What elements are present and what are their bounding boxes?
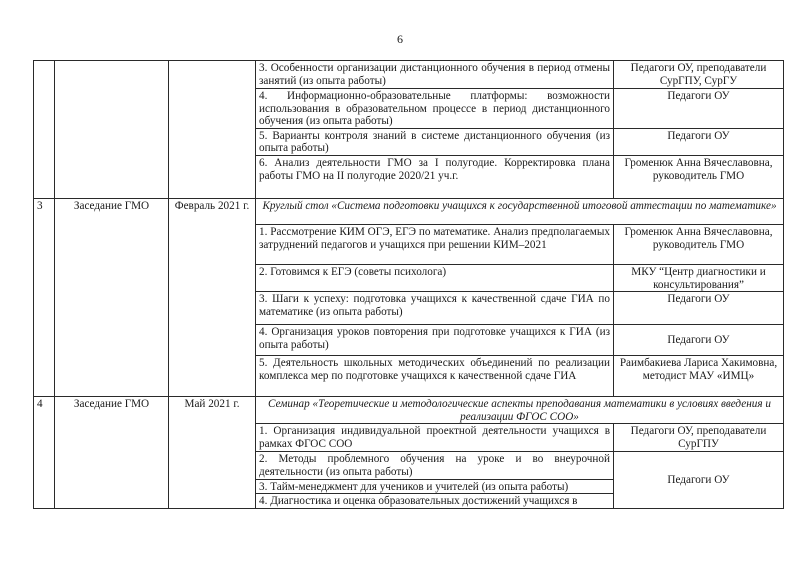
event-plan-table bbox=[33, 60, 784, 509]
responsible-cell: Педагоги ОУ, преподаватели СурГПУ, СурГУ bbox=[614, 61, 784, 89]
row-number-cell: 3 bbox=[34, 198, 55, 396]
responsible-cell: Педагоги ОУ bbox=[614, 89, 784, 129]
agenda-item: 3. Тайм-менеджмент для учеников и учителей (из опыта работы) bbox=[256, 479, 614, 494]
responsible-cell: Раимбакиева Лариса Хакимовна, методист МАУ «ИМЦ» bbox=[614, 356, 784, 397]
event-type-cell: Заседание ГМО bbox=[55, 397, 169, 509]
table-row bbox=[34, 61, 784, 89]
responsible-cell: Педагоги ОУ bbox=[614, 325, 784, 356]
responsible-cell: Педагоги ОУ bbox=[614, 452, 784, 508]
agenda-item: 5. Деятельность школьных методических объединений по реализации комплекса мер по подготовке учащихся к качественной сдаче ГИА bbox=[256, 356, 614, 397]
agenda-item: 2. Методы проблемного обучения на уроке и во внеурочной деятельности (из опыта работы) bbox=[256, 452, 614, 479]
agenda-item: 3. Шаги к успеху: подготовка учащихся к качественной сдаче ГИА по математике (из опыта работы) bbox=[256, 292, 614, 325]
page-number: 6 bbox=[397, 32, 403, 46]
meeting-topic: Семинар «Теоретические и методологические аспекты преподавания математики в условиях введения и реализации ФГОС СОО» bbox=[256, 397, 784, 424]
agenda-item: 6. Анализ деятельности ГМО за I полугодие. Корректировка плана работы ГМО на II полугодие 2020/21 уч.г. bbox=[256, 155, 614, 198]
agenda-item: 4. Информационно-образовательные платформы: возможности использования в образовательном процессе в период дистанционного обучения (из опыта работы) bbox=[256, 89, 614, 129]
responsible-cell: Громенюк Анна Вячеславовна, руководитель ГМО bbox=[614, 155, 784, 198]
responsible-cell: Педагоги ОУ bbox=[614, 128, 784, 155]
responsible-cell: МКУ “Центр диагностики и консультирования” bbox=[614, 264, 784, 291]
responsible-cell: Громенюк Анна Вячеславовна, руководитель ГМО bbox=[614, 224, 784, 264]
responsible-cell: Педагоги ОУ, преподаватели СурГПУ bbox=[614, 424, 784, 452]
responsible-cell: Педагоги ОУ bbox=[614, 292, 784, 325]
table-row bbox=[34, 397, 784, 424]
date-cell: Май 2021 г. bbox=[169, 397, 256, 509]
table-row bbox=[34, 198, 784, 224]
row-number-cell bbox=[34, 61, 55, 199]
agenda-item: 1. Рассмотрение КИМ ОГЭ, ЕГЭ по математике. Анализ предполагаемых затруднений педагогов и учащихся при решении КИМ–2021 bbox=[256, 224, 614, 264]
agenda-item: 4. Организация уроков повторения при подготовке учащихся к ГИА (из опыта работы) bbox=[256, 325, 614, 356]
event-type-cell bbox=[55, 61, 169, 199]
date-cell bbox=[169, 61, 256, 199]
agenda-item: 1. Организация индивидуальной проектной деятельности учащихся в рамках ФГОС СОО bbox=[256, 424, 614, 452]
meeting-topic: Круглый стол «Система подготовки учащихся к государственной итоговой аттестации по математике» bbox=[256, 198, 784, 224]
event-type-cell: Заседание ГМО bbox=[55, 198, 169, 396]
agenda-item: 4. Диагностика и оценка образовательных достижений учащихся в bbox=[256, 494, 614, 509]
agenda-item: 3. Особенности организации дистанционного обучения в период отмены занятий (из опыта работы) bbox=[256, 61, 614, 89]
row-number-cell: 4 bbox=[34, 397, 55, 509]
agenda-item: 5. Варианты контроля знаний в системе дистанционного обучения (из опыта работы) bbox=[256, 128, 614, 155]
agenda-item: 2. Готовимся к ЕГЭ (советы психолога) bbox=[256, 264, 614, 291]
date-cell: Февраль 2021 г. bbox=[169, 198, 256, 396]
